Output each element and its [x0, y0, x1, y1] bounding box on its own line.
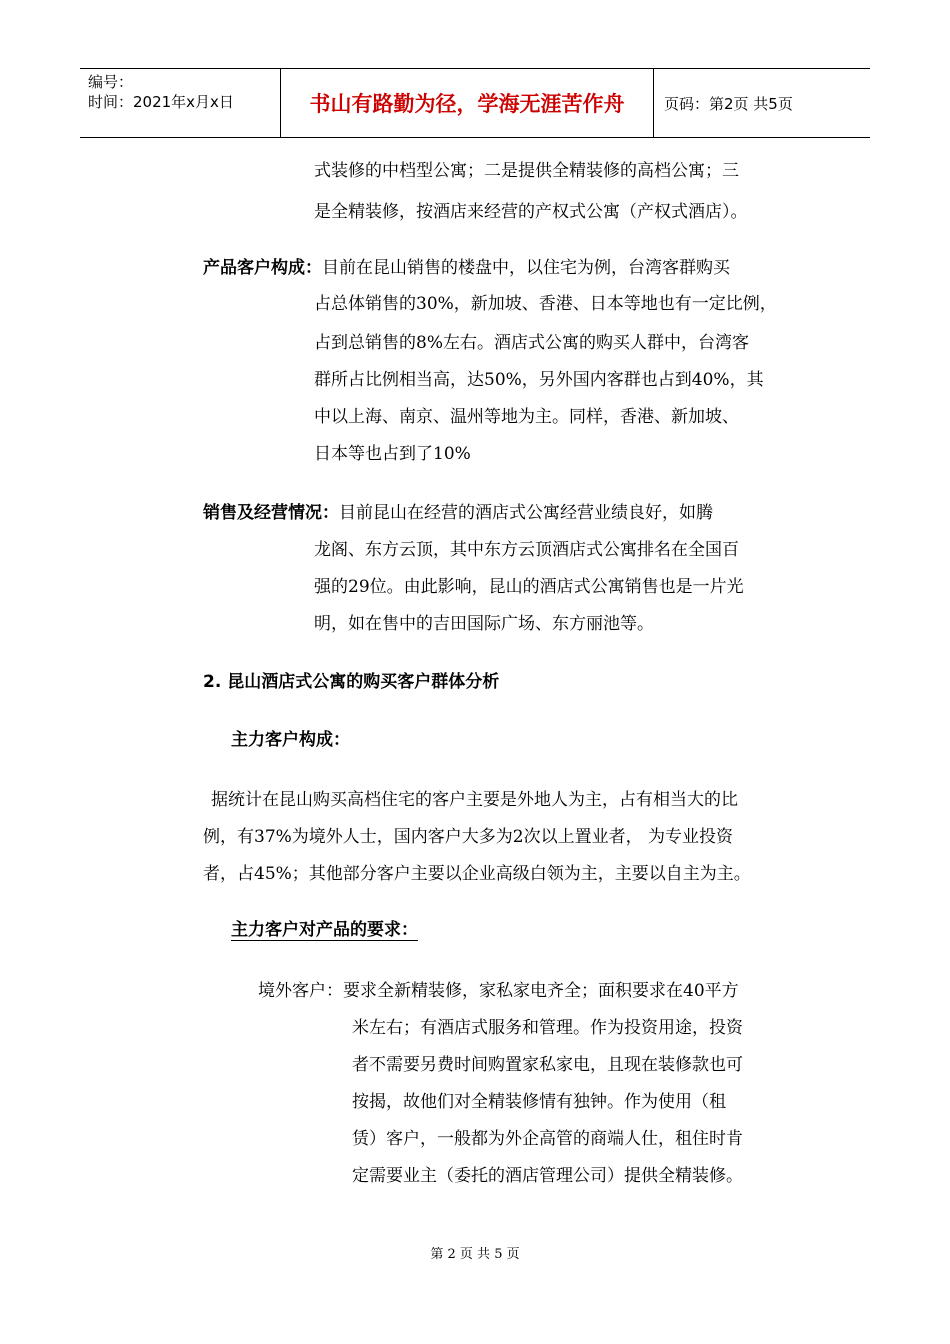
- subsection-title: 主力客户构成：: [231, 730, 350, 750]
- header-page-cell: [654, 69, 870, 137]
- body-line: 例，有37%为境外人士，国内客户大多为2次以上置业者， 为专业投资: [203, 827, 734, 847]
- body-line: 米左右；有酒店式服务和管理。作为投资用途，投资: [352, 1018, 743, 1038]
- body-line: 据统计在昆山购买高档住宅的客户主要是外地人为主，占有相当大的比: [211, 790, 738, 810]
- header-motto: 书山有路勤为径，学海无涯苦作舟: [309, 92, 625, 116]
- body-line: 要求全新精装修，家私家电齐全；面积要求在40平方: [343, 981, 739, 1001]
- subsection-title: 主力客户对产品的要求：: [231, 920, 418, 940]
- paragraph-overseas-customers: [258, 980, 739, 1002]
- header-motto-cell: [281, 69, 654, 137]
- body-line: 群所占比例相当高，达50%，另外国内客群也占到40%，其: [314, 370, 764, 390]
- body-line: 式装修的中档型公寓；二是提供全精装修的高档公寓；三: [314, 161, 739, 181]
- body-line: 目前在昆山销售的楼盘中，以住宅为例，台湾客群购买: [322, 258, 730, 278]
- section-title: 2. 昆山酒店式公寓的购买客户群体分析: [203, 672, 500, 692]
- header-page-info: 页码：第2页 共5页: [664, 94, 793, 113]
- doc-number-label: 编号：: [88, 73, 134, 91]
- body-line: 是全精装修，按酒店来经营的产权式公寓（产权式酒店）。: [314, 202, 748, 222]
- body-line: 中以上海、南京、温州等地为主。同样，香港、新加坡、: [314, 407, 739, 427]
- paragraph-product-customers: [203, 257, 730, 279]
- page-footer: 第 2 页 共 5 页: [430, 1247, 520, 1262]
- body-line: 明，如在售中的吉田国际广场、东方丽池等。: [314, 614, 654, 634]
- body-line: 占到总销售的8%左右。酒店式公寓的购买人群中，台湾客: [314, 333, 749, 353]
- paragraph-sales-operations: [203, 502, 713, 524]
- paragraph-heading: 销售及经营情况：: [203, 503, 339, 523]
- body-line: 强的29位。由此影响，昆山的酒店式公寓销售也是一片光: [314, 577, 744, 597]
- paragraph-heading: 境外客户：: [258, 981, 343, 1001]
- body-line: 龙阁、东方云顶，其中东方云顶酒店式公寓排名在全国百: [314, 540, 739, 560]
- doc-time-label: 时间：2021年x月x日: [88, 93, 234, 111]
- body-line: 目前昆山在经营的酒店式公寓经营业绩良好，如腾: [339, 503, 713, 523]
- body-line: 者不需要另费时间购置家私家电，且现在装修款也可: [352, 1055, 743, 1075]
- body-line: 定需要业主（委托的酒店管理公司）提供全精装修。: [352, 1166, 743, 1186]
- header-meta: [80, 69, 281, 137]
- body-line: 日本等也占到了10%: [314, 444, 471, 464]
- page-header: [80, 68, 870, 138]
- body-line: 按揭，故他们对全精装修情有独钟。作为使用（租: [352, 1092, 726, 1112]
- body-line: 占总体销售的30%，新加坡、香港、日本等地也有一定比例，: [314, 294, 777, 314]
- body-line: 赁）客户，一般都为外企高管的商端人仕，租住时肯: [352, 1129, 743, 1149]
- body-line: 者，占45%；其他部分客户主要以企业高级白领为主，主要以自主为主。: [203, 864, 751, 884]
- paragraph-heading: 产品客户构成：: [203, 258, 322, 278]
